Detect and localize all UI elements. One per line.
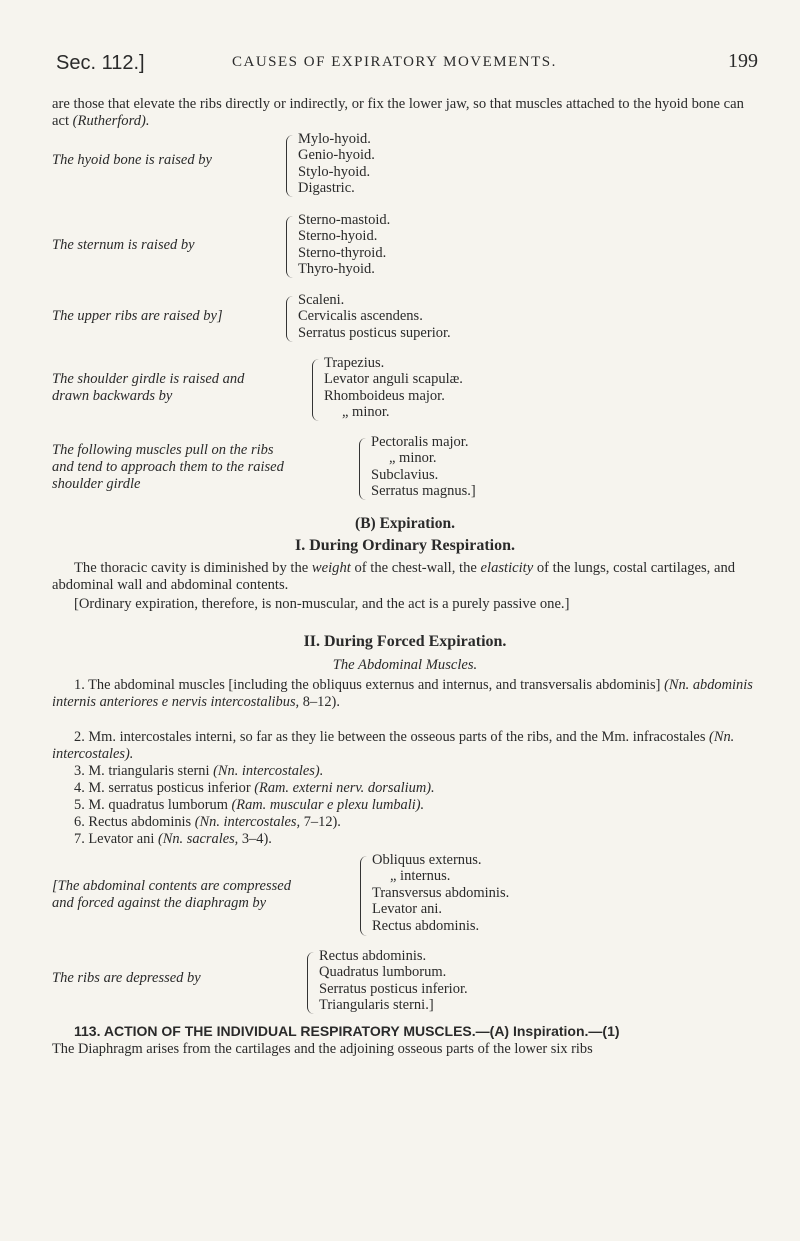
label-line: [The abdominal contents are compressed [52,878,291,894]
list-item [52,797,758,814]
group-label [52,442,284,493]
muscle-list [371,434,476,500]
nerve-supply: (Ram. externi nerv. dorsalium). [254,780,435,796]
ordinary-paragraph [52,560,758,594]
list-item: „ internus. [390,868,451,885]
list-item: Levator anguli scapulæ. [324,371,463,388]
intro-citation: (Rutherford). [72,113,150,129]
next-section [52,1023,772,1058]
pull-on-ribs-group [52,434,772,504]
brace [286,135,293,197]
list-item: Rectus abdominis. [319,948,427,964]
list-item: Cervicalis ascendens. [298,308,423,325]
list-item: Rhomboideus major. [324,387,445,404]
brace [286,296,293,342]
list-item: Transversus abdominis. [372,884,510,901]
brace [307,952,314,1014]
group-label [52,371,244,405]
list-item: Rectus abdominis. [372,917,480,934]
text-run: 3. M. triangularis sterni [74,763,210,779]
label-line: drawn backwards by [52,388,173,404]
muscle-list [372,852,509,934]
list-item: Sterno-mastoid. [298,212,391,228]
list-item [52,677,758,711]
nerve-supply: (Nn. sacrales, [157,831,239,847]
upper-ribs-group [52,292,772,346]
text-run: 2. Mm. intercostales interni, so far as they lie between the osseous parts of the ribs, and the Mm. infracostales [74,729,706,745]
brace [359,438,366,500]
label-line: and forced against the diaphragm by [52,895,267,911]
text-run: 1. The abdominal muscles [including the obliquus externus and internus, and transversalis abdominis] [74,677,661,693]
list-item: Levator ani. [372,901,443,918]
nerve-supply: (Nn. intercostales, [194,814,301,830]
label-line: and tend to approach them to the raised [52,459,284,475]
muscle-list [298,212,390,278]
text-run: of the lungs, costal cartilages, and abdominal wall and abdominal contents. [52,560,736,593]
shoulder-girdle-group [52,355,772,425]
list-item: Genio-hyoid. [298,147,375,164]
list-item: Scaleni. [298,292,345,308]
list-item: Stylo-hyoid. [298,163,371,180]
text-run: The thoracic cavity is diminished by the [74,560,309,576]
running-title: CAUSES OF EXPIRATORY MOVEMENTS. [232,54,557,70]
list-item: Thyro-hyoid. [298,261,375,278]
list-item: Serratus posticus inferior. [319,980,468,997]
nerve-supply: (Nn. abdominis internis anteriores e nervis intercostalibus, [52,677,753,710]
text-run: 8–12). [302,694,340,710]
intro-paragraph [52,96,762,130]
text-run: of the chest-wall, the [354,560,477,576]
list-item: Mylo-hyoid. [298,131,371,147]
emphasis: weight [311,560,351,576]
label-line: shoulder girdle [52,476,141,492]
list-item [52,729,758,763]
muscle-list [298,292,451,341]
list-item [52,763,758,780]
list-item: Serratus posticus superior. [298,324,451,341]
group-label: The upper ribs are raised by] [52,308,223,324]
hyoid-group [52,131,772,201]
page-number: 199 [728,50,758,72]
brace [360,856,367,936]
list-item [52,831,758,848]
group-label: The hyoid bone is raised by [52,152,212,168]
list-item: Sterno-hyoid. [298,228,378,245]
ordinary-respiration-heading: I. During Ordinary Respiration. [294,537,515,554]
list-item: Subclavius. [371,466,439,483]
page-header [52,48,758,84]
sternum-group [52,212,772,282]
list-item: Digastric. [298,180,355,197]
list-item: Trapezius. [324,355,385,371]
muscle-list [319,948,468,1014]
nerve-supply: (Ram. muscular e plexu lumbali). [231,797,425,813]
text-run: 7–12). [303,814,341,830]
list-item [52,780,758,797]
section-113-text: The Diaphragm arises from the cartilages and the adjoining osseous parts of the lower six ribs [52,1041,593,1057]
group-label [52,878,291,912]
section-113-heading: 113. ACTION OF THE INDIVIDUAL RESPIRATORY MUSCLES.—(A) Inspiration.—(1) [74,1023,620,1039]
text-run: 4. M. serratus posticus inferior [74,780,251,796]
list-item: Serratus magnus.] [371,483,476,500]
nerve-supply: (Nn. intercostales). [52,729,735,762]
muscle-list [324,355,463,421]
brace [286,216,293,278]
list-item: Pectoralis major. [371,434,469,450]
group-label: The ribs are depressed by [52,970,201,986]
brace [312,359,319,421]
label-line: The following muscles pull on the ribs [52,442,274,458]
emphasis: elasticity [480,560,534,576]
text-run: 5. M. quadratus lumborum [74,797,228,813]
intro-text: are those that elevate the ribs directly or indirectly, or fix the lower jaw, so that muscles attached to the hyoid bone can act [52,96,744,129]
list-item: „ minor. [389,450,437,467]
list-item: „ minor. [342,404,390,421]
text-run: 6. Rectus abdominis [74,814,192,830]
muscle-list [298,131,375,197]
section-number: Sec. 112.] [56,52,145,74]
list-item: Obliquus externus. [372,852,482,868]
text-run: 7. Levator ani [74,831,155,847]
ordinary-note: [Ordinary expiration, therefore, is non-muscular, and the act is a purely passive one.] [74,596,570,612]
abdominal-muscles-subheading: The Abdominal Muscles. [332,657,478,673]
abdominal-contents-group [52,852,772,940]
label-line: The shoulder girdle is raised and [52,371,245,387]
ribs-depressed-group [52,948,772,1018]
list-item [52,814,758,831]
group-label: The sternum is raised by [52,237,195,253]
list-item: Sterno-thyroid. [298,244,387,261]
list-item: Triangularis sterni.] [319,997,434,1014]
forced-expiration-heading: II. During Forced Expiration. [303,633,507,650]
section-b-heading: (B) Expiration. [355,515,455,532]
nerve-supply: (Nn. intercostales). [213,763,324,779]
list-item: Quadratus lumborum. [319,964,447,981]
text-run: 3–4). [241,831,272,847]
